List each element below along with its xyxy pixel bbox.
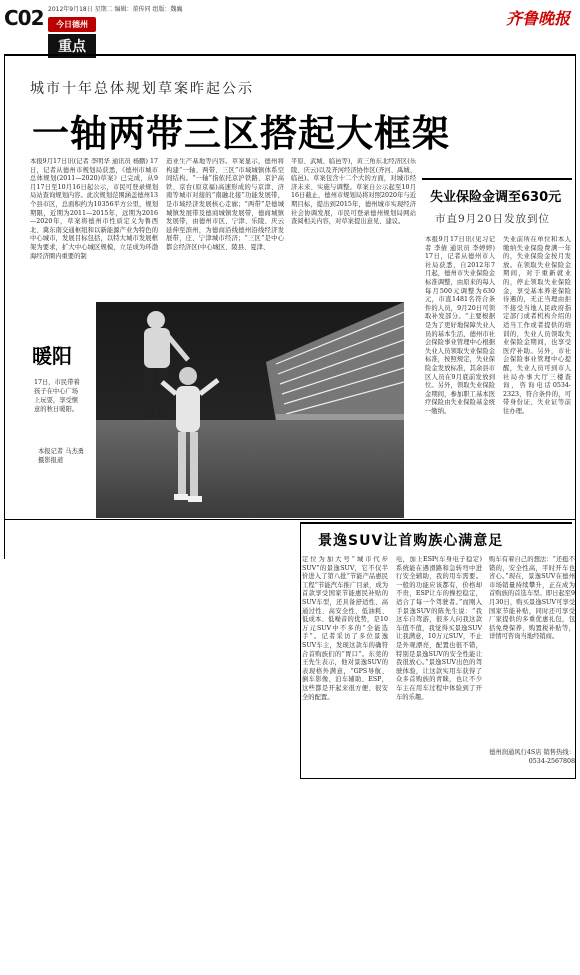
side-story-subhead: 市直9月20日发放到位 [435, 213, 551, 225]
advert-headline: 景逸SUV让首购族心满意足 [318, 533, 504, 549]
section-divider [4, 519, 576, 520]
masthead-rule [4, 54, 576, 56]
photo-illustration [96, 302, 404, 518]
section-pill: 今日德州 [48, 17, 96, 32]
side-story-headline: 失业保险金调至630元 [430, 190, 562, 205]
main-story-headline: 一轴两带三区搭起大框架 [32, 112, 450, 155]
photo-caption-title: 暖阳 [32, 344, 72, 368]
side-story-column-2: 失业前所在单位和本人缴纳失业保险费满一年的，失业保险金按月发放。在领取失业保险金期间，对于重新就业的，停止领取失业保险金，享受基本养老保险待遇的，无正当理由拒不接受当地人民政府指定部门或者机构介绍的适当工作或者提供的培训的，失业人员领取失业保险金期间，也享受医疗补助。另外，市社会保险事业管理中心提醒，失业人员可到市人社局办事大厅三楼查询，咨询电话0534-2323，符合条件的，可带身份证、失业证等前往办理。 [503, 236, 571, 415]
left-frame-rule [4, 54, 5, 559]
advert-left-rule [300, 522, 301, 778]
advert-right-rule [575, 522, 576, 778]
advert-bottom-rule [300, 778, 576, 779]
issue-info-line: 2012年9月18日 星期二 编辑：董传同 组版：魏巍 [48, 6, 183, 13]
newspaper-brand-logo: 齐鲁晚报 [505, 9, 570, 28]
page-number: C02 [4, 6, 44, 30]
advert-column-1: 定位为加大号“城市代步SUV”的景逸SUV，它不仅半价进入了第八批“节能产品惠民工程”节能汽车推广目录，成为首款享受国家节能惠民补贴的SUV车型，还具备舒适性、高通过性、高安全性、低油耗、低成本、低噪音的优势，是10万元SUV中不多的“全能选手”。记者采访了多位景逸SUV车主，发现这款车的确符合首购族们的“胃口”。东莞的王先生表示，他对景逸SUV的表现格外满意，“GPS导航、倒车影像、泊车辅助、ESP，这些都是开起来很方便、很安全的配置。 [302, 556, 388, 701]
photo-caption: 17日，市民带着孩子在中心广场上玩耍，享受惬意的秋日暖阳。 [34, 379, 80, 413]
news-photo [96, 302, 404, 518]
side-story-column-1: 本报9月17日讯(见习记者 李倩 通讯员 李婷婷) 17日，记者从德州市人社局获悉，自2012年7月起，德州市失业保险金标准调整，由原来的每人每月500元调整为630元，市直1481名符合条件的人员，9月20日可领取补发部分。“主要根据是为了更好地保障失业人员的基本生活，德州市社会保险事业管理中心根据失业人员领取失业保险金标准，按照规定，失业保险金发放标准，其余县市区人员在9月底前发放到位。另外，领取失业保险金期间，参加职工基本医疗保险由失业保险基金统一缴纳。 [425, 236, 495, 415]
advert-column-3: 购车有着自己的想法：“还挺不错的，安全性高，平时开车也省心。”现在，景逸SUV在德州市场销量持续攀升，正在成为首购族的首选车型。即日起至9月30日，购买景逸SUV可享受国家节能补贴，同时还可享受厂家提供的多重优惠礼包，包括免费保养、购置税补贴等，详情可咨询当地经销商。 [489, 556, 575, 641]
right-frame-rule [575, 54, 576, 559]
main-story-column-3: 平原、武城、临邑等)，黄三角东北经济区(乐陵、庆云)以及齐河经济协作区(齐河、禹城、临邑)。草案包含十二个大的方面，对城市经济未来、实施与调整。草案自公示起至10月16日截止，德州市规划局将对照2020年与近期目标，提出到2015年，德州城市实现经济社会协调发展，市民可登录德州规划局网站查阅相关内容，对草案提出意见、建议。 [291, 158, 416, 226]
advert-column-2: 电，加上ESP(车身电子稳定)系统能在遇滑路和急转弯中进行安全辅助，我的用车需要。一般的功能应该都有，价格却不贵，ESP让车的操控稳定，适合了每一个驾驶者。”而刚入手景逸SUV的陈先生说：“我这车自驾游，很多人问我这款车值不值，我觉得买景逸SUV让我满意，10万元SUV，不止是外观漂亮，配置也很不错，特别是景逸SUV的安全性能让我很放心。”景逸SUV出色的驾驶体验，让这款实用车获得了众多首购族的青睐，也让不少车主在用车过程中体验到了开车的乐趣。 [396, 556, 482, 701]
section-tag: 重点 [48, 34, 96, 58]
main-story-column-1: 本报9月17日讯(记者 李明华 通讯员 杨鹏) 17日，记者从德州市规划局获悉，《德州市城市总体规划(2011—2020)草案》已完成，从9月17日至10月16日起公示，市民可登录规划局站查询规划内容。此次规划范围涵盖德州13个县市区，总面积约为10356平方公里，规划期限，近期为2011—2015年，远期为2016—2020年，草案将德州市性质定义为鲁西北、冀东南交通枢纽和以新能源产业为特色的中心城市，发展目标包括，以特大城市发展框架为要求，扩大中心城区规模，立足成为环渤海经济圈内重要的制 [30, 158, 158, 260]
side-story-rule [422, 178, 572, 180]
main-story-kicker: 城市十年总体规划草案昨起公示 [30, 81, 254, 97]
photo-credit: 本报记者 马杰勇 摄影报道 [38, 448, 85, 464]
advert-dealer-info: 德州润通风行4S店 销售热线：0534-2567808 [489, 749, 575, 765]
advert-top-rule [300, 522, 572, 524]
main-story-column-2: 造业生产基地等内容。草案显示，德州将构建“一轴、两带、三区”市域城镇体系空间结构。“一轴”指依托京沪铁路、京沪高铁、京台(原京福)高速形成的与京津、济南等城市对接的“南融北接”功能发展带，是市域经济发展核心走廊；“两带”是德城城镇发展带及德商城镇发展带，德商城镇发展带，由德州市区、宁津、乐陵、庆云延伸至滨州，为德商沿线德州沿线经济发展带，庄、宁津城市经济；“三区”是中心都会经济区(中心城区、陵县、夏津、 [166, 158, 284, 251]
